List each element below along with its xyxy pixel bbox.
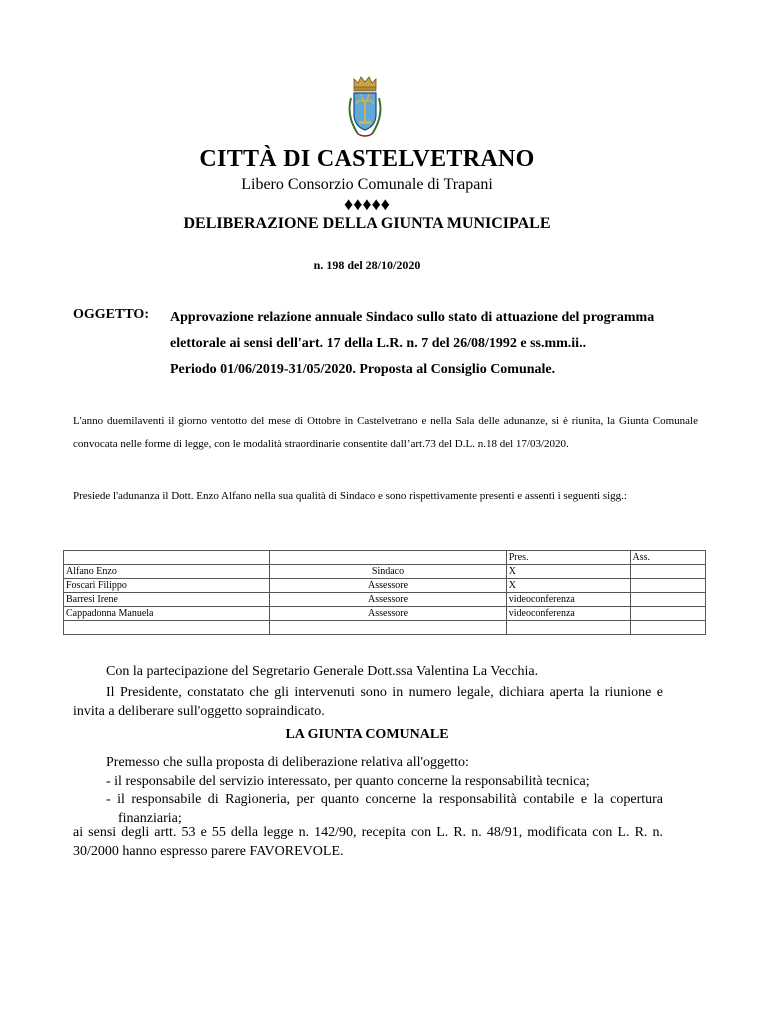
document-heading: DELIBERAZIONE DELLA GIUNTA MUNICIPALE — [183, 215, 551, 232]
object-line-1: Approvazione relazione annuale Sindaco sullo stato di attuazione del programma — [170, 310, 655, 325]
object-text — [170, 305, 710, 383]
member-name: Foscari Filippo — [64, 579, 270, 593]
object-label: OGGETTO: — [73, 307, 149, 322]
member-absent — [630, 579, 705, 593]
member-name: Alfano Enzo — [64, 565, 270, 579]
premise-paragraph: Premesso che sulla proposta di deliberazione relativa all'oggetto: — [106, 755, 469, 770]
object-line-2: elettorale ai sensi dell'art. 17 della L.R. n. 7 del 26/08/1992 e ss.mm.ii.. — [170, 336, 587, 351]
table-row — [64, 565, 706, 579]
city-title: CITTÀ DI CASTELVETRANO — [199, 146, 535, 172]
closing-paragraph: ai sensi degli artt. 53 e 55 della legge n. 142/90, recepita con L. R. n. 48/91, modificata con L. R. n. 30/2000 hanno espresso parere FAVOREVOLE. — [73, 825, 663, 859]
member-name: Barresi Irene — [64, 593, 270, 607]
attendance-table — [63, 550, 706, 635]
member-role: Sindaco — [270, 565, 506, 579]
member-absent — [630, 565, 705, 579]
member-present: videoconferenza — [506, 607, 630, 621]
table-row — [64, 579, 706, 593]
ornament-divider: ♦♦♦♦♦ — [344, 194, 390, 214]
table-empty-row — [64, 621, 706, 635]
table-row — [64, 607, 706, 621]
member-absent — [630, 593, 705, 607]
deliberation-number: n. 198 del 28/10/2020 — [313, 258, 421, 272]
secretary-paragraph: Con la partecipazione del Segretario Generale Dott.ssa Valentina La Vecchia. — [106, 664, 539, 679]
object-line-3: Periodo 01/06/2019-31/05/2020. Proposta al Consiglio Comunale. — [170, 362, 556, 377]
table-row — [64, 593, 706, 607]
member-present: videoconferenza — [506, 593, 630, 607]
absent-header: Ass. — [630, 551, 705, 565]
opinion-item-1: - il responsabile del servizio interessato, per quanto concerne la responsabilità tecnica; — [106, 774, 590, 789]
present-header: Pres. — [506, 551, 630, 565]
member-present: X — [506, 579, 630, 593]
member-role: Assessore — [270, 607, 506, 621]
giunta-heading: LA GIUNTA COMUNALE — [285, 727, 449, 742]
presidency-paragraph: Presiede l'adunanza il Dott. Enzo Alfano nella sua qualità di Sindaco e sono rispettivamente presenti e assenti i seguenti sigg.: — [73, 490, 627, 502]
city-crest-icon — [340, 74, 390, 144]
member-role: Assessore — [270, 593, 506, 607]
member-role: Assessore — [270, 579, 506, 593]
member-name: Cappadonna Manuela — [64, 607, 270, 621]
member-absent — [630, 607, 705, 621]
opinion-item-2: - il responsabile di Ragioneria, per quanto concerne la responsabilità contabile e la copertura finanziaria; — [106, 792, 663, 826]
province-subtitle: Libero Consorzio Comunale di Trapani — [241, 176, 493, 193]
member-present: X — [506, 565, 630, 579]
intro-paragraph: L'anno duemilaventi il giorno ventotto del mese di Ottobre in Castelvetrano e nella Sala delle adunanze, si è riunita, la Giunta Comunale convocata nelle forme di legge, con le modalità straordinarie consentite dall’art.73 del D.L. n.18 del 17/03/2020. — [73, 415, 698, 450]
president-paragraph: Il Presidente, constatato che gli intervenuti sono in numero legale, dichiara aperta la riunione e invita a deliberare sull'oggetto sopraindicato. — [73, 685, 663, 719]
table-header-row — [64, 551, 706, 565]
